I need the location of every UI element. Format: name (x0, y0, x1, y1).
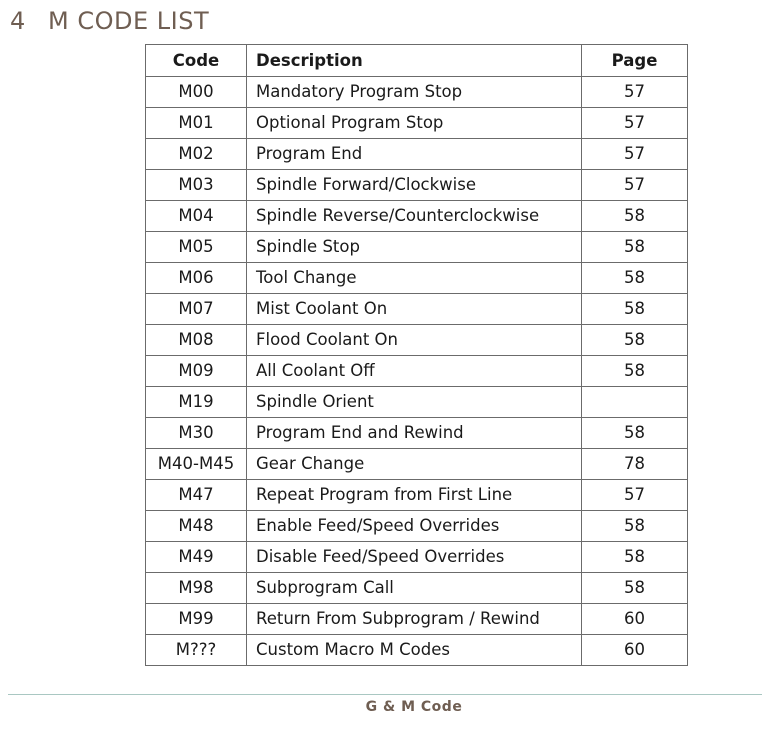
table-body (146, 77, 688, 666)
description-cell: Enable Feed/Speed Overrides (247, 511, 582, 542)
code-cell: M??? (146, 635, 247, 666)
page-cell: 58 (582, 542, 688, 573)
m-code-table (145, 44, 688, 666)
page-cell: 57 (582, 139, 688, 170)
description-cell: Repeat Program from First Line (247, 480, 582, 511)
table-row (146, 511, 688, 542)
page-cell: 57 (582, 108, 688, 139)
description-cell: Program End and Rewind (247, 418, 582, 449)
code-cell: M30 (146, 418, 247, 449)
table-row (146, 573, 688, 604)
page-cell: 60 (582, 604, 688, 635)
description-cell: Gear Change (247, 449, 582, 480)
code-cell: M04 (146, 201, 247, 232)
header-description: Description (247, 45, 582, 77)
header-page: Page (582, 45, 688, 77)
section-number: 4 (10, 7, 26, 35)
table-row (146, 542, 688, 573)
description-cell: Tool Change (247, 263, 582, 294)
code-cell: M01 (146, 108, 247, 139)
page-cell: 58 (582, 232, 688, 263)
description-cell: Return From Subprogram / Rewind (247, 604, 582, 635)
code-cell: M99 (146, 604, 247, 635)
table-row (146, 604, 688, 635)
code-cell: M19 (146, 387, 247, 418)
table-row (146, 294, 688, 325)
description-cell: Spindle Stop (247, 232, 582, 263)
page-cell: 58 (582, 573, 688, 604)
description-cell: Mist Coolant On (247, 294, 582, 325)
description-cell: Spindle Reverse/Counterclockwise (247, 201, 582, 232)
page-cell: 58 (582, 325, 688, 356)
code-cell: M00 (146, 77, 247, 108)
table-row (146, 387, 688, 418)
description-cell: Flood Coolant On (247, 325, 582, 356)
page-cell: 58 (582, 263, 688, 294)
table-row (146, 232, 688, 263)
table-row (146, 418, 688, 449)
header-code: Code (146, 45, 247, 77)
table-row (146, 449, 688, 480)
table-row (146, 356, 688, 387)
description-cell: Subprogram Call (247, 573, 582, 604)
page-cell: 57 (582, 77, 688, 108)
page-cell: 58 (582, 356, 688, 387)
footer-rule (8, 694, 762, 695)
description-cell: Custom Macro M Codes (247, 635, 582, 666)
description-cell: Disable Feed/Speed Overrides (247, 542, 582, 573)
table-row (146, 170, 688, 201)
code-cell: M05 (146, 232, 247, 263)
page-cell: 57 (582, 480, 688, 511)
section-title: M CODE LIST (48, 7, 210, 35)
code-cell: M03 (146, 170, 247, 201)
table-row (146, 201, 688, 232)
table-row (146, 325, 688, 356)
page-cell: 58 (582, 201, 688, 232)
table-row (146, 108, 688, 139)
page-cell: 57 (582, 170, 688, 201)
table-row (146, 139, 688, 170)
code-cell: M07 (146, 294, 247, 325)
code-cell: M09 (146, 356, 247, 387)
code-cell: M06 (146, 263, 247, 294)
description-cell: Spindle Forward/Clockwise (247, 170, 582, 201)
code-cell: M48 (146, 511, 247, 542)
code-cell: M02 (146, 139, 247, 170)
table-row (146, 635, 688, 666)
code-cell: M47 (146, 480, 247, 511)
code-cell: M08 (146, 325, 247, 356)
footer-text: G & M Code (365, 699, 463, 715)
page-cell (582, 387, 688, 418)
table-header-row (146, 45, 688, 77)
page-cell: 60 (582, 635, 688, 666)
page-cell: 58 (582, 294, 688, 325)
page-cell: 58 (582, 511, 688, 542)
table-row (146, 77, 688, 108)
table-row (146, 263, 688, 294)
code-cell: M49 (146, 542, 247, 573)
code-cell: M98 (146, 573, 247, 604)
table-row (146, 480, 688, 511)
description-cell: All Coolant Off (247, 356, 582, 387)
section-heading (10, 7, 209, 35)
page-cell: 58 (582, 418, 688, 449)
description-cell: Spindle Orient (247, 387, 582, 418)
description-cell: Optional Program Stop (247, 108, 582, 139)
code-cell: M40-M45 (146, 449, 247, 480)
description-cell: Mandatory Program Stop (247, 77, 582, 108)
description-cell: Program End (247, 139, 582, 170)
page-cell: 78 (582, 449, 688, 480)
